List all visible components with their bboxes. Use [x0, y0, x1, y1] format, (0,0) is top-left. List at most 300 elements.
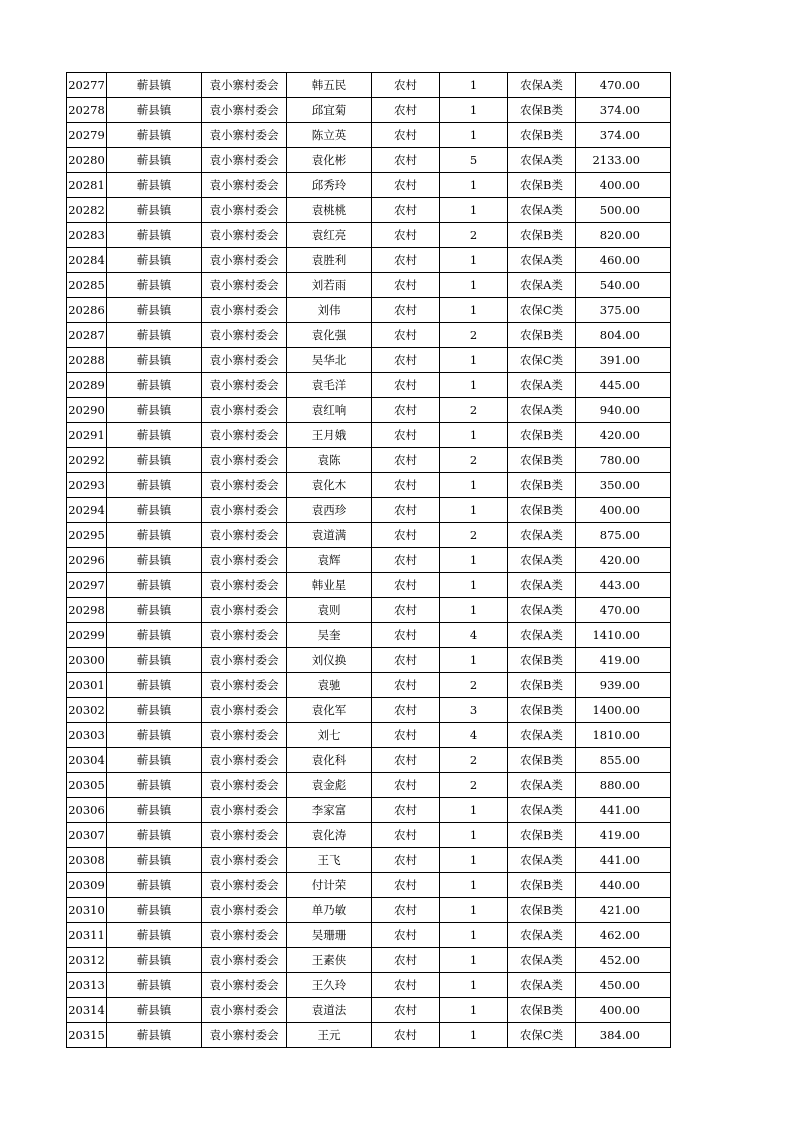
cell-count: 1 — [440, 98, 508, 123]
cell-amount: 452.00 — [576, 948, 671, 973]
cell-category: 农保A类 — [508, 373, 576, 398]
cell-id: 20291 — [67, 423, 107, 448]
cell-amount: 540.00 — [576, 273, 671, 298]
cell-category: 农保C类 — [508, 1023, 576, 1048]
cell-category: 农保B类 — [508, 98, 576, 123]
cell-amount: 500.00 — [576, 198, 671, 223]
cell-amount: 1400.00 — [576, 698, 671, 723]
table-row — [67, 698, 671, 723]
cell-town: 蕲县镇 — [107, 248, 202, 273]
cell-category: 农保A类 — [508, 848, 576, 873]
table-row — [67, 423, 671, 448]
cell-name: 李家富 — [287, 798, 372, 823]
cell-category: 农保A类 — [508, 548, 576, 573]
table-row — [67, 948, 671, 973]
table-row — [67, 498, 671, 523]
cell-name: 袁化科 — [287, 748, 372, 773]
cell-id: 20290 — [67, 398, 107, 423]
cell-town: 蕲县镇 — [107, 598, 202, 623]
cell-town: 蕲县镇 — [107, 198, 202, 223]
cell-area: 农村 — [372, 398, 440, 423]
cell-count: 2 — [440, 773, 508, 798]
cell-count: 1 — [440, 1023, 508, 1048]
cell-name: 袁道满 — [287, 523, 372, 548]
cell-area: 农村 — [372, 123, 440, 148]
cell-id: 20301 — [67, 673, 107, 698]
cell-count: 1 — [440, 73, 508, 98]
cell-name: 刘仪换 — [287, 648, 372, 673]
cell-id: 20288 — [67, 348, 107, 373]
cell-village: 袁小寨村委会 — [202, 648, 287, 673]
cell-area: 农村 — [372, 698, 440, 723]
cell-id: 20283 — [67, 223, 107, 248]
cell-name: 吴奎 — [287, 623, 372, 648]
cell-name: 付计荣 — [287, 873, 372, 898]
cell-name: 刘伟 — [287, 298, 372, 323]
cell-id: 20285 — [67, 273, 107, 298]
cell-village: 袁小寨村委会 — [202, 248, 287, 273]
cell-amount: 1810.00 — [576, 723, 671, 748]
cell-amount: 470.00 — [576, 598, 671, 623]
cell-area: 农村 — [372, 373, 440, 398]
cell-amount: 445.00 — [576, 373, 671, 398]
cell-area: 农村 — [372, 573, 440, 598]
cell-category: 农保A类 — [508, 798, 576, 823]
cell-count: 3 — [440, 698, 508, 723]
cell-village: 袁小寨村委会 — [202, 623, 287, 648]
cell-name: 单乃敏 — [287, 898, 372, 923]
cell-category: 农保B类 — [508, 898, 576, 923]
cell-id: 20286 — [67, 298, 107, 323]
cell-name: 袁化彬 — [287, 148, 372, 173]
cell-category: 农保A类 — [508, 598, 576, 623]
table-body — [67, 73, 671, 1048]
cell-count: 1 — [440, 198, 508, 223]
table-row — [67, 898, 671, 923]
cell-area: 农村 — [372, 223, 440, 248]
cell-amount: 441.00 — [576, 798, 671, 823]
cell-town: 蕲县镇 — [107, 698, 202, 723]
cell-area: 农村 — [372, 673, 440, 698]
cell-category: 农保B类 — [508, 648, 576, 673]
cell-category: 农保B类 — [508, 423, 576, 448]
cell-town: 蕲县镇 — [107, 548, 202, 573]
cell-amount: 420.00 — [576, 548, 671, 573]
cell-amount: 400.00 — [576, 498, 671, 523]
cell-count: 1 — [440, 973, 508, 998]
cell-amount: 804.00 — [576, 323, 671, 348]
cell-amount: 400.00 — [576, 998, 671, 1023]
cell-town: 蕲县镇 — [107, 1023, 202, 1048]
table-row — [67, 448, 671, 473]
cell-category: 农保B类 — [508, 323, 576, 348]
cell-count: 1 — [440, 348, 508, 373]
cell-area: 农村 — [372, 748, 440, 773]
cell-village: 袁小寨村委会 — [202, 898, 287, 923]
cell-amount: 375.00 — [576, 298, 671, 323]
cell-village: 袁小寨村委会 — [202, 448, 287, 473]
cell-area: 农村 — [372, 723, 440, 748]
cell-village: 袁小寨村委会 — [202, 198, 287, 223]
cell-amount: 443.00 — [576, 573, 671, 598]
cell-category: 农保C类 — [508, 348, 576, 373]
cell-amount: 419.00 — [576, 823, 671, 848]
cell-count: 1 — [440, 798, 508, 823]
table-row — [67, 748, 671, 773]
cell-amount: 2133.00 — [576, 148, 671, 173]
cell-category: 农保A类 — [508, 973, 576, 998]
cell-category: 农保A类 — [508, 773, 576, 798]
cell-town: 蕲县镇 — [107, 123, 202, 148]
cell-town: 蕲县镇 — [107, 448, 202, 473]
cell-amount: 820.00 — [576, 223, 671, 248]
cell-town: 蕲县镇 — [107, 673, 202, 698]
cell-count: 2 — [440, 398, 508, 423]
cell-area: 农村 — [372, 623, 440, 648]
cell-amount: 470.00 — [576, 73, 671, 98]
cell-category: 农保B类 — [508, 123, 576, 148]
cell-town: 蕲县镇 — [107, 823, 202, 848]
cell-village: 袁小寨村委会 — [202, 373, 287, 398]
cell-town: 蕲县镇 — [107, 848, 202, 873]
table-row — [67, 973, 671, 998]
cell-area: 农村 — [372, 523, 440, 548]
cell-amount: 400.00 — [576, 173, 671, 198]
cell-amount: 460.00 — [576, 248, 671, 273]
cell-town: 蕲县镇 — [107, 173, 202, 198]
table-row — [67, 198, 671, 223]
cell-name: 刘七 — [287, 723, 372, 748]
cell-amount: 374.00 — [576, 123, 671, 148]
cell-name: 邱宜菊 — [287, 98, 372, 123]
cell-village: 袁小寨村委会 — [202, 773, 287, 798]
cell-area: 农村 — [372, 798, 440, 823]
cell-area: 农村 — [372, 248, 440, 273]
cell-area: 农村 — [372, 173, 440, 198]
cell-village: 袁小寨村委会 — [202, 298, 287, 323]
table-row — [67, 548, 671, 573]
cell-village: 袁小寨村委会 — [202, 473, 287, 498]
cell-category: 农保B类 — [508, 998, 576, 1023]
cell-town: 蕲县镇 — [107, 623, 202, 648]
cell-area: 农村 — [372, 848, 440, 873]
cell-village: 袁小寨村委会 — [202, 323, 287, 348]
cell-count: 1 — [440, 823, 508, 848]
cell-amount: 441.00 — [576, 848, 671, 873]
cell-id: 20289 — [67, 373, 107, 398]
cell-area: 农村 — [372, 648, 440, 673]
table-row — [67, 73, 671, 98]
cell-category: 农保B类 — [508, 673, 576, 698]
cell-name: 袁桃桃 — [287, 198, 372, 223]
cell-id: 20300 — [67, 648, 107, 673]
cell-name: 王飞 — [287, 848, 372, 873]
cell-id: 20281 — [67, 173, 107, 198]
cell-village: 袁小寨村委会 — [202, 823, 287, 848]
cell-area: 农村 — [372, 473, 440, 498]
cell-town: 蕲县镇 — [107, 748, 202, 773]
cell-village: 袁小寨村委会 — [202, 923, 287, 948]
cell-town: 蕲县镇 — [107, 648, 202, 673]
table-row — [67, 473, 671, 498]
cell-name: 吴珊珊 — [287, 923, 372, 948]
cell-village: 袁小寨村委会 — [202, 748, 287, 773]
cell-name: 王久玲 — [287, 973, 372, 998]
cell-id: 20298 — [67, 598, 107, 623]
cell-village: 袁小寨村委会 — [202, 423, 287, 448]
cell-category: 农保C类 — [508, 298, 576, 323]
cell-village: 袁小寨村委会 — [202, 523, 287, 548]
cell-town: 蕲县镇 — [107, 923, 202, 948]
cell-area: 农村 — [372, 548, 440, 573]
cell-id: 20277 — [67, 73, 107, 98]
cell-amount: 350.00 — [576, 473, 671, 498]
cell-name: 邱秀玲 — [287, 173, 372, 198]
table-row — [67, 223, 671, 248]
cell-category: 农保A类 — [508, 148, 576, 173]
roster-table — [66, 72, 671, 1048]
cell-name: 袁化军 — [287, 698, 372, 723]
cell-village: 袁小寨村委会 — [202, 598, 287, 623]
cell-category: 农保B类 — [508, 698, 576, 723]
table-row — [67, 298, 671, 323]
cell-amount: 875.00 — [576, 523, 671, 548]
table-row — [67, 923, 671, 948]
cell-id: 20282 — [67, 198, 107, 223]
cell-name: 韩五民 — [287, 73, 372, 98]
cell-village: 袁小寨村委会 — [202, 573, 287, 598]
cell-town: 蕲县镇 — [107, 148, 202, 173]
cell-count: 2 — [440, 523, 508, 548]
cell-id: 20315 — [67, 1023, 107, 1048]
cell-name: 袁红响 — [287, 398, 372, 423]
cell-area: 农村 — [372, 348, 440, 373]
cell-count: 1 — [440, 873, 508, 898]
cell-area: 农村 — [372, 198, 440, 223]
cell-category: 农保A类 — [508, 523, 576, 548]
table-row — [67, 98, 671, 123]
cell-category: 农保A类 — [508, 273, 576, 298]
cell-area: 农村 — [372, 298, 440, 323]
cell-count: 1 — [440, 548, 508, 573]
cell-area: 农村 — [372, 423, 440, 448]
cell-village: 袁小寨村委会 — [202, 698, 287, 723]
cell-amount: 855.00 — [576, 748, 671, 773]
cell-count: 1 — [440, 273, 508, 298]
table-row — [67, 573, 671, 598]
cell-town: 蕲县镇 — [107, 798, 202, 823]
cell-name: 袁红亮 — [287, 223, 372, 248]
cell-amount: 384.00 — [576, 1023, 671, 1048]
cell-village: 袁小寨村委会 — [202, 848, 287, 873]
cell-name: 吴华北 — [287, 348, 372, 373]
cell-name: 袁西珍 — [287, 498, 372, 523]
cell-amount: 462.00 — [576, 923, 671, 948]
cell-amount: 420.00 — [576, 423, 671, 448]
cell-area: 农村 — [372, 923, 440, 948]
cell-amount: 940.00 — [576, 398, 671, 423]
table-row — [67, 998, 671, 1023]
table-row — [67, 798, 671, 823]
cell-name: 袁驰 — [287, 673, 372, 698]
cell-category: 农保B类 — [508, 223, 576, 248]
cell-id: 20293 — [67, 473, 107, 498]
cell-town: 蕲县镇 — [107, 273, 202, 298]
cell-id: 20297 — [67, 573, 107, 598]
cell-id: 20295 — [67, 523, 107, 548]
cell-category: 农保A类 — [508, 723, 576, 748]
cell-count: 1 — [440, 998, 508, 1023]
cell-id: 20294 — [67, 498, 107, 523]
cell-count: 4 — [440, 723, 508, 748]
cell-category: 农保A类 — [508, 198, 576, 223]
cell-town: 蕲县镇 — [107, 948, 202, 973]
cell-amount: 450.00 — [576, 973, 671, 998]
cell-count: 5 — [440, 148, 508, 173]
cell-id: 20308 — [67, 848, 107, 873]
cell-town: 蕲县镇 — [107, 498, 202, 523]
cell-village: 袁小寨村委会 — [202, 148, 287, 173]
cell-category: 农保A类 — [508, 248, 576, 273]
cell-count: 1 — [440, 373, 508, 398]
cell-amount: 391.00 — [576, 348, 671, 373]
cell-name: 袁道法 — [287, 998, 372, 1023]
table-row — [67, 523, 671, 548]
cell-town: 蕲县镇 — [107, 473, 202, 498]
cell-area: 农村 — [372, 948, 440, 973]
cell-town: 蕲县镇 — [107, 998, 202, 1023]
cell-id: 20299 — [67, 623, 107, 648]
cell-id: 20311 — [67, 923, 107, 948]
table-row — [67, 673, 671, 698]
cell-village: 袁小寨村委会 — [202, 98, 287, 123]
cell-name: 陈立英 — [287, 123, 372, 148]
cell-count: 1 — [440, 573, 508, 598]
cell-count: 1 — [440, 648, 508, 673]
cell-area: 农村 — [372, 273, 440, 298]
cell-town: 蕲县镇 — [107, 373, 202, 398]
table-row — [67, 623, 671, 648]
cell-id: 20309 — [67, 873, 107, 898]
cell-category: 农保A类 — [508, 923, 576, 948]
cell-count: 2 — [440, 448, 508, 473]
cell-amount: 880.00 — [576, 773, 671, 798]
cell-town: 蕲县镇 — [107, 723, 202, 748]
cell-town: 蕲县镇 — [107, 773, 202, 798]
cell-id: 20310 — [67, 898, 107, 923]
table-row — [67, 273, 671, 298]
cell-count: 1 — [440, 498, 508, 523]
cell-name: 刘若雨 — [287, 273, 372, 298]
cell-count: 1 — [440, 848, 508, 873]
cell-amount: 374.00 — [576, 98, 671, 123]
cell-name: 袁化强 — [287, 323, 372, 348]
cell-town: 蕲县镇 — [107, 573, 202, 598]
table-row — [67, 848, 671, 873]
cell-area: 农村 — [372, 998, 440, 1023]
cell-count: 2 — [440, 673, 508, 698]
cell-amount: 440.00 — [576, 873, 671, 898]
cell-area: 农村 — [372, 498, 440, 523]
cell-category: 农保B类 — [508, 448, 576, 473]
cell-town: 蕲县镇 — [107, 398, 202, 423]
cell-count: 4 — [440, 623, 508, 648]
cell-amount: 780.00 — [576, 448, 671, 473]
cell-village: 袁小寨村委会 — [202, 348, 287, 373]
cell-id: 20287 — [67, 323, 107, 348]
cell-count: 2 — [440, 223, 508, 248]
cell-count: 2 — [440, 748, 508, 773]
cell-category: 农保A类 — [508, 623, 576, 648]
cell-id: 20292 — [67, 448, 107, 473]
cell-count: 2 — [440, 323, 508, 348]
cell-village: 袁小寨村委会 — [202, 173, 287, 198]
cell-category: 农保B类 — [508, 173, 576, 198]
table-row — [67, 173, 671, 198]
cell-town: 蕲县镇 — [107, 973, 202, 998]
cell-village: 袁小寨村委会 — [202, 548, 287, 573]
cell-area: 农村 — [372, 873, 440, 898]
cell-village: 袁小寨村委会 — [202, 798, 287, 823]
cell-count: 1 — [440, 898, 508, 923]
cell-id: 20307 — [67, 823, 107, 848]
cell-town: 蕲县镇 — [107, 873, 202, 898]
cell-category: 农保B类 — [508, 473, 576, 498]
cell-name: 袁化涛 — [287, 823, 372, 848]
cell-village: 袁小寨村委会 — [202, 273, 287, 298]
cell-category: 农保A类 — [508, 73, 576, 98]
table-row — [67, 723, 671, 748]
cell-name: 袁辉 — [287, 548, 372, 573]
cell-town: 蕲县镇 — [107, 298, 202, 323]
cell-category: 农保B类 — [508, 748, 576, 773]
cell-category: 农保B类 — [508, 873, 576, 898]
cell-id: 20305 — [67, 773, 107, 798]
cell-town: 蕲县镇 — [107, 323, 202, 348]
cell-amount: 1410.00 — [576, 623, 671, 648]
cell-amount: 939.00 — [576, 673, 671, 698]
table-row — [67, 823, 671, 848]
cell-category: 农保B类 — [508, 823, 576, 848]
cell-id: 20304 — [67, 748, 107, 773]
cell-count: 1 — [440, 248, 508, 273]
cell-name: 袁则 — [287, 598, 372, 623]
cell-area: 农村 — [372, 148, 440, 173]
cell-area: 农村 — [372, 98, 440, 123]
table-row — [67, 373, 671, 398]
cell-count: 1 — [440, 473, 508, 498]
cell-name: 袁毛洋 — [287, 373, 372, 398]
cell-count: 1 — [440, 598, 508, 623]
cell-village: 袁小寨村委会 — [202, 998, 287, 1023]
cell-village: 袁小寨村委会 — [202, 398, 287, 423]
cell-area: 农村 — [372, 1023, 440, 1048]
cell-id: 20296 — [67, 548, 107, 573]
cell-village: 袁小寨村委会 — [202, 673, 287, 698]
cell-area: 农村 — [372, 773, 440, 798]
cell-area: 农村 — [372, 448, 440, 473]
table-row — [67, 323, 671, 348]
cell-town: 蕲县镇 — [107, 348, 202, 373]
cell-town: 蕲县镇 — [107, 223, 202, 248]
cell-town: 蕲县镇 — [107, 73, 202, 98]
cell-name: 袁胜利 — [287, 248, 372, 273]
cell-village: 袁小寨村委会 — [202, 1023, 287, 1048]
cell-area: 农村 — [372, 598, 440, 623]
cell-category: 农保B类 — [508, 498, 576, 523]
cell-id: 20306 — [67, 798, 107, 823]
cell-id: 20314 — [67, 998, 107, 1023]
